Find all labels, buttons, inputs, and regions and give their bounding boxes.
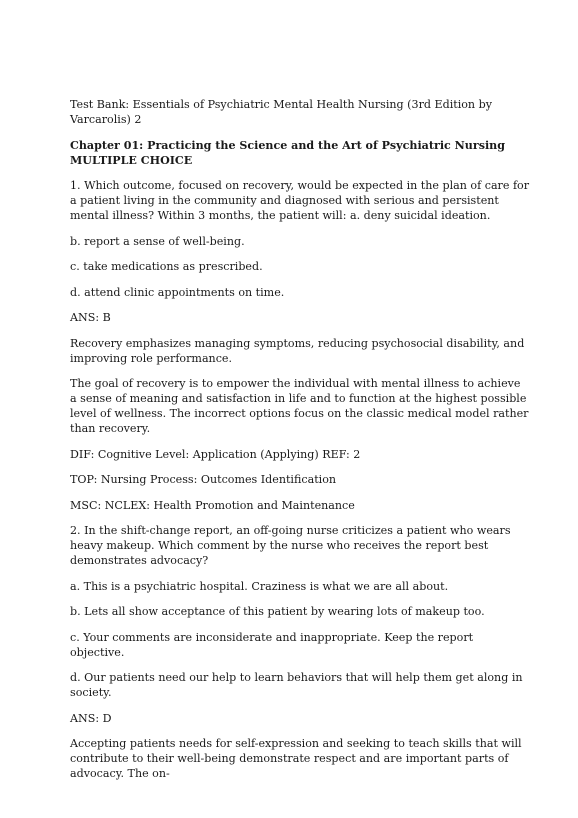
document-page <box>70 97 530 792</box>
question-2-stem: 2. In the shift-change report, an off-going nurse criticizes a patient who wears heavy makeup. Which comment by the nurse who receives the report best demonstrates advocacy? <box>70 524 511 567</box>
question-1-difficulty: DIF: Cognitive Level: Application (Applying) REF: 2 <box>70 447 361 461</box>
question-2-answer: ANS: D <box>70 711 112 725</box>
question-2-option-a: a. This is a psychiatric hospital. Craziness is what we are all about. <box>70 579 449 593</box>
question-1-option-c: c. take medications as prescribed. <box>70 260 263 273</box>
question-1-rationale-2: The goal of recovery is to empower the individual with mental illness to achieve a sense of meaning and satisfaction in life and to function at the highest possible level of wellness. The incorrect options focus on the classic medical model rather than recovery. <box>70 377 529 435</box>
question-2-option-b: b. Lets all show acceptance of this patient by wearing lots of makeup too. <box>70 605 485 618</box>
question-1-answer: ANS: B <box>70 311 111 324</box>
question-2-rationale-1: Accepting patients needs for self-expression and seeking to teach skills that will contribute to their well-being demonstrate respect and are important parts of advocacy. The on- <box>70 737 522 780</box>
question-2-option-c: c. Your comments are inconsiderate and inappropriate. Keep the report objective. <box>70 630 474 659</box>
question-1-option-b: b. report a sense of well-being. <box>70 234 245 248</box>
question-1-option-d: d. attend clinic appointments on time. <box>70 285 285 299</box>
question-1-topic: TOP: Nursing Process: Outcomes Identification <box>70 473 337 486</box>
question-1-stem: 1. Which outcome, focused on recovery, would be expected in the plan of care for a patient living in the community and diagnosed with serious and persistent mental illness? Within 3 months, the patient will: a. deny suicidal ideation. <box>70 179 530 222</box>
question-2-option-d: d. Our patients need our help to learn behaviors that will help them get along in society. <box>70 671 523 699</box>
document-header: Test Bank: Essentials of Psychiatric Mental Health Nursing (3rd Edition by Varcarolis) 2 <box>70 98 492 126</box>
chapter-heading: Chapter 01: Practicing the Science and the Art of Psychiatric Nursing MULTIPLE CHOICE <box>70 138 505 167</box>
question-1-rationale-1: Recovery emphasizes managing symptoms, reducing psychosocial disability, and improving role performance. <box>70 336 525 365</box>
question-1-msc: MSC: NCLEX: Health Promotion and Maintenance <box>70 498 355 512</box>
